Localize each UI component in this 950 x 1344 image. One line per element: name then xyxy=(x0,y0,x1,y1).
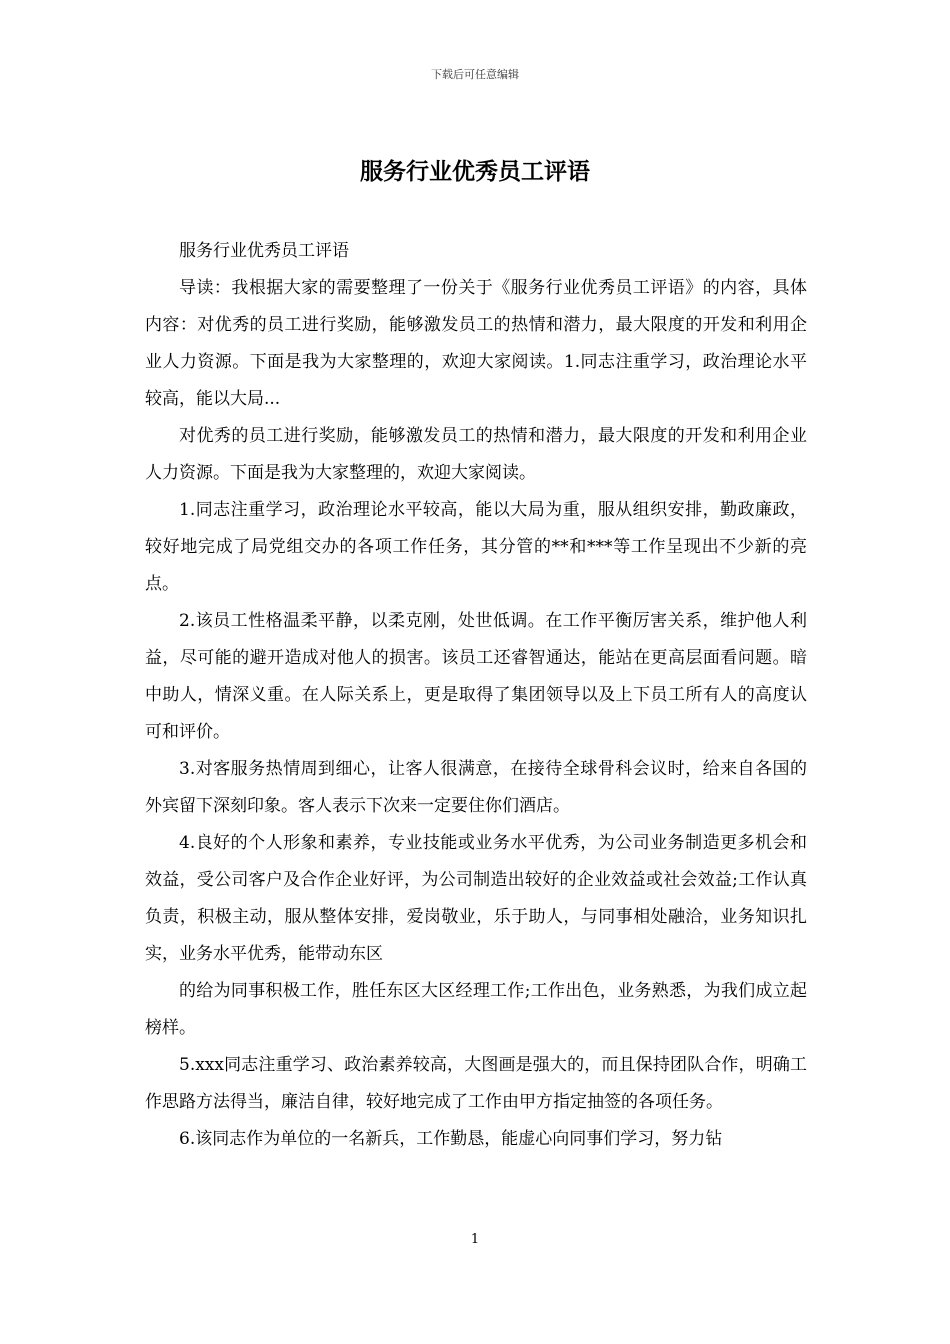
document-title: 服务行业优秀员工评语 xyxy=(360,159,590,185)
paragraph: 对优秀的员工进行奖励，能够激发员工的热情和潜力，最大限度的开发和利用企业人力资源。下面是我为大家整理的，欢迎大家阅读。 xyxy=(145,426,807,483)
paragraph-item-5: 5.xxx同志注重学习、政治素养较高，大图画是强大的，而且保持团队合作，明确工作思路方法得当，廉洁自律，较好地完成了工作由甲方指定抽签的各项任务。 xyxy=(145,1055,807,1112)
page-number: 1 xyxy=(470,1232,480,1247)
paragraph-item-4: 4.良好的个人形象和素养，专业技能或业务水平优秀，为公司业务制造更多机会和效益，受公司客户及合作企业好评，为公司制造出较好的企业效益或社会效益;工作认真负责，积极主动，服从整体安排，爱岗敬业，乐于助人，与同事相处融洽，业务知识扎实，业务水平优秀，能带动东区 xyxy=(145,833,807,964)
paragraph-item-4-continued: 的给为同事积极工作，胜任东区大区经理工作;工作出色，业务熟悉，为我们成立起榜样。 xyxy=(145,981,807,1038)
paragraph-intro: 导读：我根据大家的需要整理了一份关于《服务行业优秀员工评语》的内容，具体内容：对优秀的员工进行奖励，能够激发员工的热情和潜力，最大限度的开发和利用企业人力资源。下面是我为大家整理的，欢迎大家阅读。1.同志注重学习，政治理论水平较高，能以大局... xyxy=(145,278,807,409)
paragraph-item-3: 3.对客服务热情周到细心，让客人很满意，在接待全球骨科会议时，给来自各国的外宾留下深刻印象。客人表示下次来一定要住你们酒店。 xyxy=(145,759,807,816)
paragraph-item-2: 2.该员工性格温柔平静，以柔克刚，处世低调。在工作平衡厉害关系，维护他人利益，尽可能的避开造成对他人的损害。该员工还睿智通达，能站在更高层面看问题。暗中助人，情深义重。在人际关系上，更是取得了集团领导以及上下员工所有人的高度认可和评价。 xyxy=(145,611,807,742)
paragraph-subtitle: 服务行业优秀员工评语 xyxy=(179,241,349,261)
paragraph-item-1: 1.同志注重学习，政治理论水平较高，能以大局为重，服从组织安排，勤政廉政，较好地完成了局党组交办的各项工作任务，其分管的**和***等工作呈现出不少新的亮点。 xyxy=(145,500,807,594)
paragraph-item-6: 6.该同志作为单位的一名新兵，工作勤恳，能虚心向同事们学习，努力钻 xyxy=(179,1129,723,1149)
document-body xyxy=(145,233,807,1158)
header-note: 下载后可任意编辑 xyxy=(431,68,519,81)
